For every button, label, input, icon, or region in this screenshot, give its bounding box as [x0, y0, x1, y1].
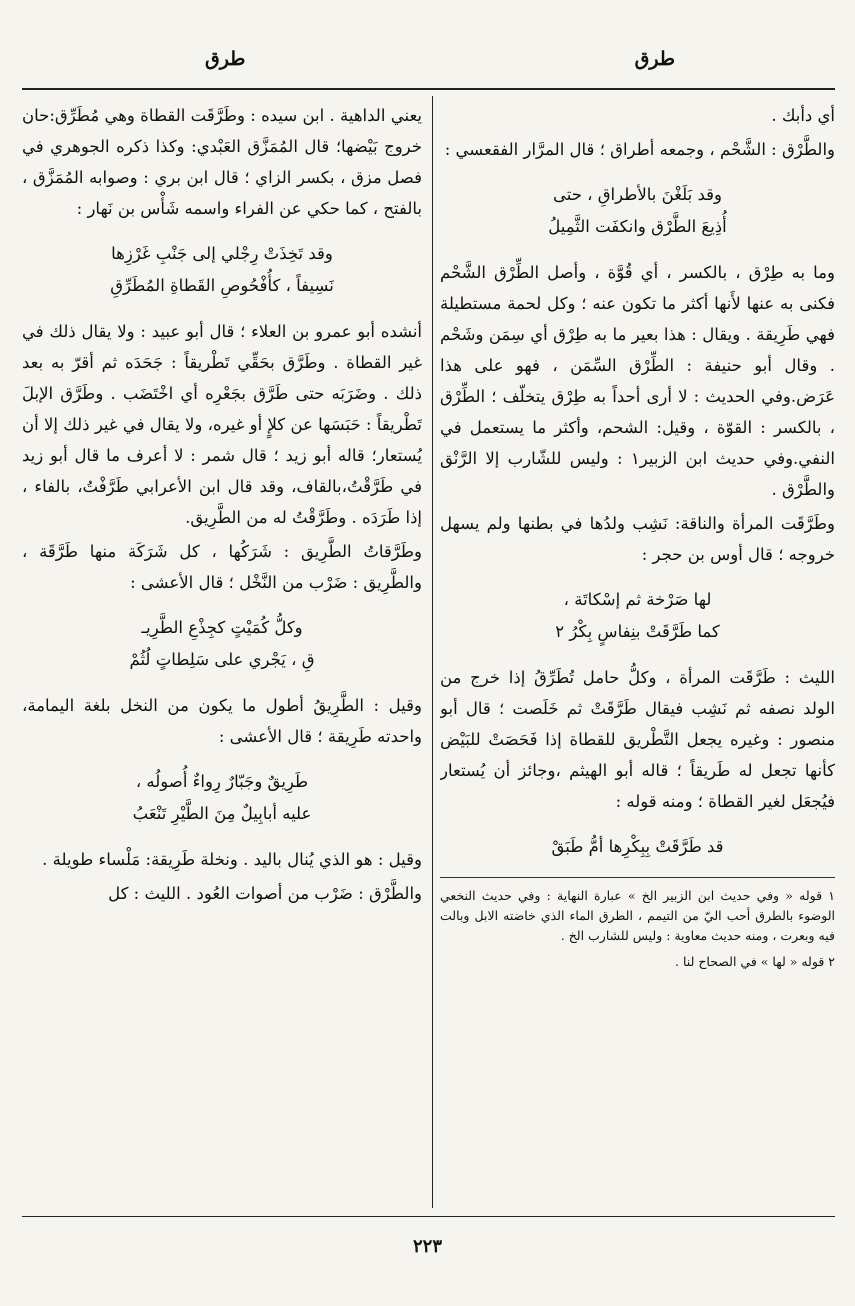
verse: [440, 831, 835, 863]
paragraph: والطَّرْق : ضَرْب من أصوات العُود . الليث : كل: [108, 884, 422, 903]
verse: [440, 179, 835, 243]
right-column: [440, 100, 835, 1210]
verse-line: كما طَرَّقَتْ بنِفاسٍ بِكْرُ ٢: [555, 622, 720, 641]
paragraph: وطَرَّقاتُ الطَّرِيق : شَرَكُها ، كل شَرَكَة منها طَرَّقَة ، والطَّرِيق : ضَرْب من النَّخْل ؛ قال الأعشى :: [22, 542, 422, 592]
verse-line: لها صَرْخة ثم إسْكاتَة ،: [563, 590, 712, 609]
verse: [440, 584, 835, 648]
verse-line: قِ ، يَجْري على سَلِطاتٍ لُثُمْ: [129, 650, 315, 669]
footnote: ٢ قوله « لها » في الصحاح لنا .: [675, 954, 835, 969]
verse-line: طَرِيقٌ وجَبّارٌ رِواءٌ أُصولُه ،: [135, 772, 309, 791]
verse-line: وقد بَلَغْنَ بالأطراقِ ، حتى: [553, 185, 722, 204]
verse: [22, 238, 422, 302]
paragraph: وما به طِرْق ، بالكسر ، أي قُوَّة ، وأصل الطِّرْق الشَّحْم فكنى به عنها لأَنها أكثر ما تكون عنه ؛ وكل لحمة مستطيلة فهي طَرِيقة . ويقال : هذا بعير ما به طِرْق أي سِمَن وشَحْم . وقال أبو حنيفة : الطِّرْق السِّمَن ، فهو على هذا عَرَض.وفي الحديث : لا أرى أحداً به طِرْق يتخلّف ؛ الطِّرْق ، بالكسر : القوّة ، وقيل: الشحم، وأكثر ما يستعمل في النفي.وفي حديث ابن الزبير١ : وليس للشّارب إلا الرَّنْق والطَّرْق .: [440, 263, 835, 499]
header-right-entry: طرق: [634, 48, 675, 70]
paragraph: وقيل : الطَّرِيقُ أطول ما يكون من النخل بلغة اليمامة، واحدته طَرِيقة ؛ قال الأعشى :: [22, 696, 422, 746]
footnote: ١ قوله « وفي حديث ابن الزبير الخ » عبارة النهاية : وفي حديث النخعي الوضوء بالطرق أحب اليّ من التيمم ، الطرق الماء الذي خاضته الابل وبالت فيه وبعرت ، ومنه حديث معاوية : وليس للشارب الخ .: [440, 888, 835, 943]
paragraph: وطَرَّقَت المرأة والناقة: نَشِب ولدُها في بطنها ولم يسهل خروجه ؛ قال أوس بن حجر :: [440, 514, 835, 564]
paragraph: وقيل : هو الذي يُنال باليد . ونخلة طَرِيقة: مَلْساء طويلة .: [42, 850, 422, 869]
verse-line: قد طَرَّقَتْ بِبِكْرِها أمُّ طَبَقْ: [551, 837, 724, 856]
header-rule: [22, 88, 835, 90]
paragraph: والطَّرْق : الشَّحْم ، وجمعه أطراق ؛ قال المرَّار الفقعسي :: [444, 140, 835, 159]
footnotes: [440, 877, 835, 972]
verse-line: عليه أبابِيلٌ مِنَ الطَّيْرِ تَنْعَبُ: [132, 804, 312, 823]
paragraph: أي دأبك .: [771, 106, 835, 125]
verse-line: وقد تَخِذَتْ رِجْلي إلى جَنْبِ غَرْزِها: [111, 244, 333, 263]
page-number: ٢٢٣: [412, 1236, 442, 1257]
verse-line: وكلُّ كُمَيْتٍ كجِذْعِ الطَّرِيـ: [141, 618, 303, 637]
left-column: [22, 100, 422, 1210]
header-left-entry: طرق: [205, 48, 246, 70]
verse-line: أُذِيعَ الطَّرْق وانكفَت الثَّمِيلُ: [548, 217, 727, 236]
column-divider: [432, 96, 433, 1208]
footer-rule: [22, 1216, 835, 1217]
paragraph: الليث : طَرَّقَت المرأة ، وكلُّ حامل تُطَرِّقُ إذا خرج من الولد نصفه ثم نَشِب فيقال طَرَّقَتْ ثم خَلَصت ؛ قال أبو منصور : وغيره يجعل التَّطْريق للقطاة إذا فَحَصَتْ للبَيْض كأنها تجعل له طَريقاً ؛ قاله أبو الهيثم ،وجائز أن يُستعار فيُجعَل لغير القطاة ؛ ومنه قوله :: [440, 668, 835, 811]
paragraph: أنشده أبو عمرو بن العلاء ؛ قال أبو عبيد : ولا يقال ذلك في غير القطاة . وطَرَّق بحَقِّي تَطْريقاً : جَحَدَه ثم أقرّ به بعد ذلك . وضَرَبَه حتى طَرَّق بجَعْرِه أي اخْتَضَب . وطَرَّق الإبلَ تَطْريقاً : حَبَسَها عن كلإٍ أو غيره، ولا يقال في غير ذلك إلا أن يُستعار؛ قاله أبو زيد ؛ قال شمر : لا أعرف ما قال أبو زيد في طَرَّقْتُ،بالقاف، وقد قال ابن الأعرابي طَرَّفْتُ، بالفاء ، إذا طَرَدَه . وطَرَّقْتُ له من الطَّرِيق.: [22, 322, 422, 527]
paragraph: يعني الداهية . ابن سيده : وطَرَّقَت القطاة وهي مُطَرِّق:حان خروج بَيْضها؛ قال المُمَزَّق العَبْدي: وكذا ذكره الجوهري في فصل مزق ، بكسر الزاي ؛ قال ابن بري : وصوابه المُمَزَّق ، بالفتح ، كما حكي عن الفراء واسمه شَأْس بن نَهار :: [22, 106, 422, 218]
verse-line: نَسِيفاً ، كأُفْحُوصِ القَطاةِ المُطَرِّقِ: [110, 276, 334, 295]
verse: [22, 612, 422, 676]
verse: [22, 766, 422, 830]
